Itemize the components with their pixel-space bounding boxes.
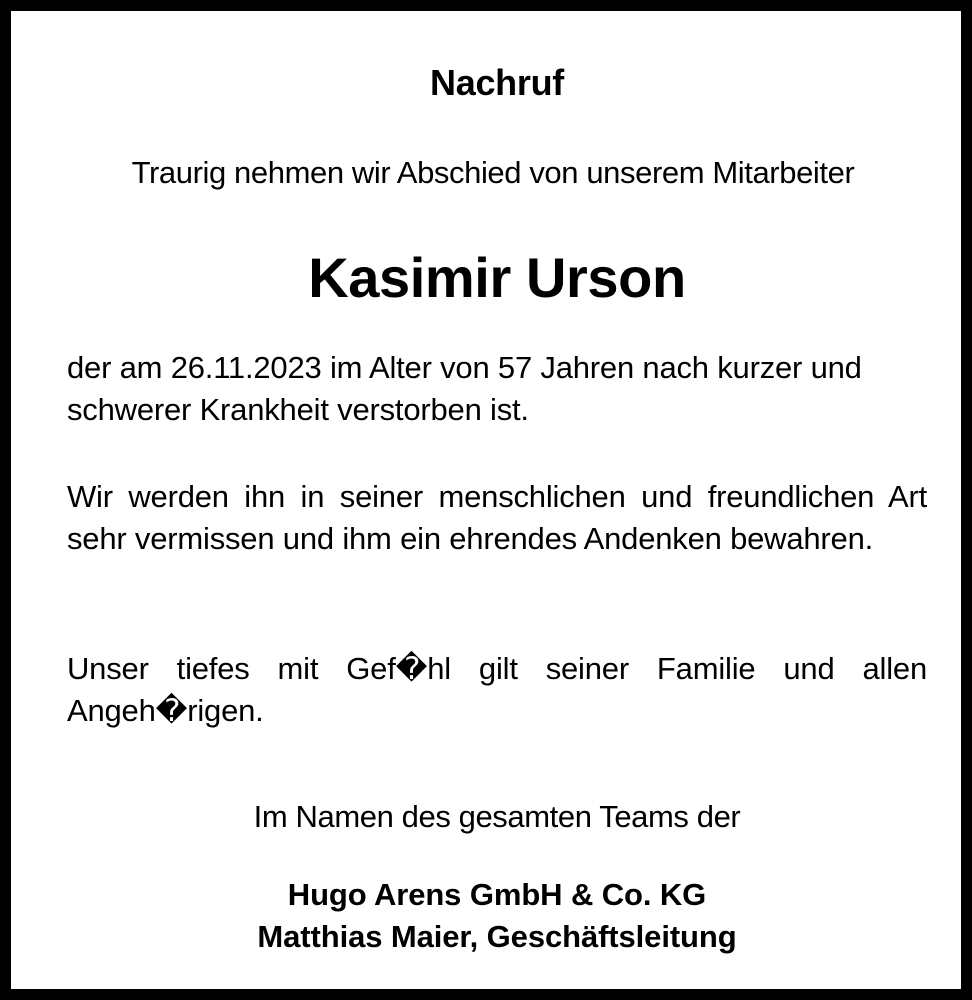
company-name: Hugo Arens GmbH & Co. KG <box>287 877 707 912</box>
closing-line: Im Namen des gesamten Teams der <box>253 799 741 834</box>
intro-line: Traurig nehmen wir Abschied von unserem Mitarbeiter <box>131 155 855 190</box>
paragraph-remembrance: Wir werden ihn in seiner menschlichen und freundlichen Art sehr vermissen und ihm ein ehrendes Andenken bewahren. <box>67 479 927 556</box>
signatory-line: Matthias Maier, Geschäftsleitung <box>257 919 737 954</box>
paragraph-death-notice: der am 26.11.2023 im Alter von 57 Jahren nach kurzer und schwerer Krankheit verstorben ist. <box>67 350 862 427</box>
deceased-name: Kasimir Urson <box>308 246 686 309</box>
notice-heading: Nachruf <box>430 62 564 103</box>
paragraph-condolence: Unser tiefes mit Gef�hl gilt seiner Familie und allen Angeh�rigen. <box>67 651 927 728</box>
